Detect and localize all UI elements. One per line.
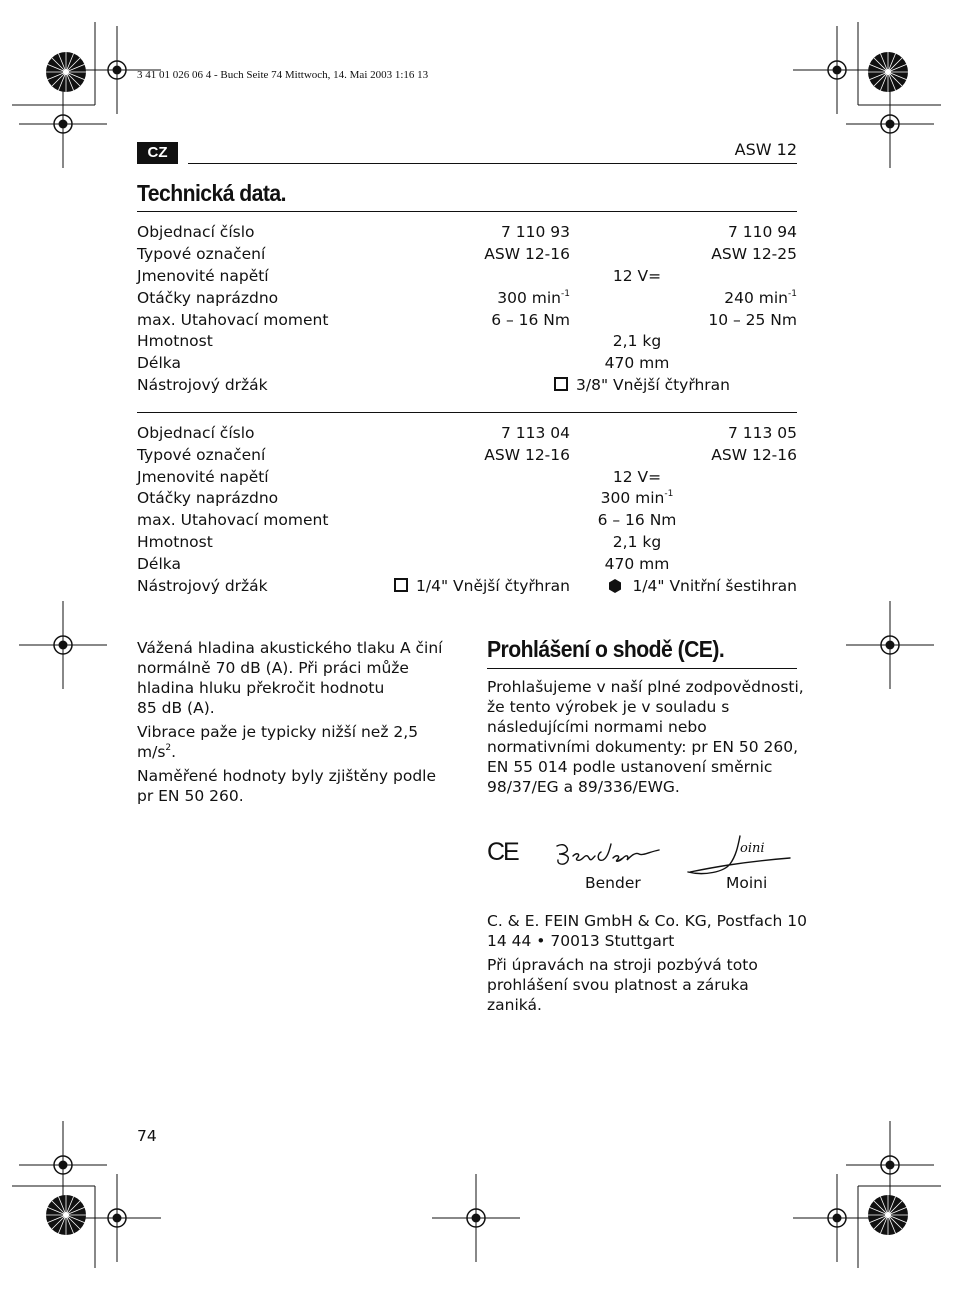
print-header: 3 41 01 026 06 4 - Buch Seite 74 Mittwoch, 14. Mai 2003 1:16 13 — [137, 69, 429, 81]
spec-label: max. Utahovací moment — [137, 511, 329, 529]
spec-value: 240 $\min^{-1}$ — [724, 289, 797, 307]
signature-name-moini: Moini — [726, 874, 768, 892]
spec-label: Délka — [137, 555, 181, 573]
table-row — [137, 267, 797, 289]
spec-label: max. Utahovací moment — [137, 311, 329, 329]
table-row — [137, 311, 797, 333]
table-row — [137, 245, 797, 267]
noise-info — [137, 638, 457, 806]
spec-value: ASW 12-16 — [484, 245, 570, 263]
vibration-paragraph: Vibrace paže je typicky nižší než 2,5 $m/s^2$. — [137, 723, 419, 761]
spec-value: 470 mm — [604, 354, 670, 372]
page-number: 74 — [137, 1127, 157, 1145]
spec-value: 2,1 kg — [612, 332, 662, 350]
table-row — [137, 376, 797, 398]
spec-value: 12 V= — [612, 267, 662, 285]
model-name: ASW 12 — [734, 140, 797, 159]
spec-label: Otáčky naprázdno — [137, 289, 279, 307]
signature-name-bender: Bender — [585, 874, 641, 892]
spec-label: Typové označení — [137, 245, 266, 263]
signature-moini — [680, 832, 795, 878]
table-divider — [137, 412, 797, 413]
validity-note: Při úpravách na stroji pozbývá toto prohlášení svou platnost a záruka zaniká. — [487, 956, 758, 1014]
declaration-title: Prohlášení o shodě (CE). — [487, 636, 725, 662]
spec-value: 12 V= — [612, 468, 662, 486]
table-row — [137, 555, 797, 577]
spec-label: Nástrojový držák — [137, 376, 268, 394]
spec-label: Otáčky naprázdno — [137, 489, 279, 507]
declaration-title-rule — [487, 668, 797, 669]
spec-value: 10 – 25 Nm — [708, 311, 797, 329]
noise-paragraph: Vážená hladina akustického tlaku A činí normálně 70 dB (A). Při práci může hladina hluku překročit hodnotu 85 dB (A). — [137, 639, 443, 717]
spec-label: Objednací číslo — [137, 424, 255, 442]
tech-title-rule — [137, 211, 797, 212]
spec-value: 470 mm — [604, 555, 670, 573]
table-row — [137, 289, 797, 311]
square-drive-icon — [554, 377, 568, 391]
spec-value: 300 $\min^{-1}$ — [600, 489, 674, 507]
spec-label: Hmotnost — [137, 332, 213, 350]
spec-label: Jmenovité napětí — [137, 468, 269, 486]
table-row — [137, 446, 797, 468]
spec-value: 3/8" Vnější čtyřhran — [554, 376, 730, 394]
table-row — [137, 424, 797, 446]
table-row — [137, 489, 797, 511]
spec-value: 300 $\min^{-1}$ — [497, 289, 570, 307]
language-badge: CZ — [137, 142, 178, 164]
spec-value: ASW 12-16 — [484, 446, 570, 464]
declaration-text: Prohlašujeme v naší plné zodpovědnosti, že tento výrobek je v souladu s následujícími normami nebo normativními dokumenty: pr EN 50 260, EN 55 014 podle ustanovení směrnic 98/37/EG a 89/336/EWG. — [487, 678, 804, 796]
table-row — [137, 332, 797, 354]
spec-value: 1/4" Vnější čtyřhran — [394, 577, 570, 595]
spec-label: Hmotnost — [137, 533, 213, 551]
signature-bender — [553, 838, 673, 872]
table-row — [137, 354, 797, 376]
header-rule — [188, 163, 797, 164]
table-row — [137, 511, 797, 533]
table-row — [137, 533, 797, 555]
spec-value: 1/4" Vnitřní šestihran — [608, 577, 797, 595]
spec-value: 6 – 16 Nm — [491, 311, 570, 329]
spec-label: Délka — [137, 354, 181, 372]
table-row — [137, 577, 797, 599]
spec-value: 7 113 04 — [500, 424, 570, 442]
spec-value: 7 113 05 — [727, 424, 797, 442]
svg-text:oini: oini — [740, 841, 765, 856]
spec-value: 2,1 kg — [612, 533, 662, 551]
spec-value: 7 110 94 — [727, 223, 797, 241]
company-address: C. & E. FEIN GmbH & Co. KG, Postfach 10 14 44 • 70013 Stuttgart — [487, 912, 807, 950]
spec-value: ASW 12-25 — [711, 245, 797, 263]
ce-mark: CE — [487, 838, 518, 866]
table-row — [137, 468, 797, 490]
spec-label: Typové označení — [137, 446, 266, 464]
tech-data-title: Technická data. — [137, 180, 286, 206]
table-row — [137, 223, 797, 245]
spec-value: 6 – 16 Nm — [597, 511, 677, 529]
square-drive-icon — [394, 578, 408, 592]
hexagon-socket-icon — [608, 579, 622, 593]
spec-label: Objednací číslo — [137, 223, 255, 241]
spec-value: ASW 12-16 — [711, 446, 797, 464]
spec-label: Nástrojový držák — [137, 577, 268, 595]
measurement-paragraph: Naměřené hodnoty byly zjištěny podle pr EN 50 260. — [137, 767, 436, 805]
spec-value: 7 110 93 — [500, 223, 570, 241]
spec-label: Jmenovité napětí — [137, 267, 269, 285]
